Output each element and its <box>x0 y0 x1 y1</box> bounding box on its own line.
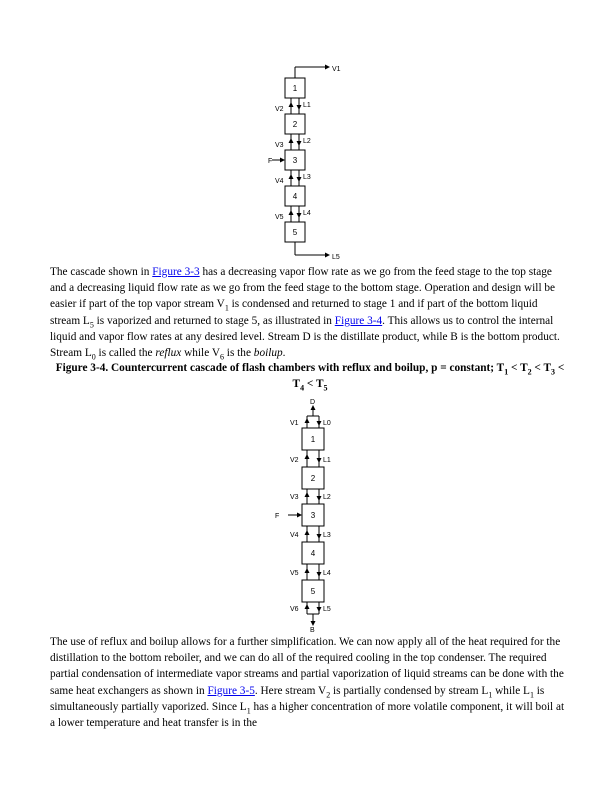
vapor-label: V3 <box>275 142 284 149</box>
stage-2 <box>302 467 324 489</box>
text-run: . This allows us to control the internal liquid and vapor flow rates at any desired level. Stream D is the distillate product, while B is the bottom product. Stream L <box>50 314 560 360</box>
stage-3 <box>302 504 324 526</box>
figure-3-4-diagram <box>272 396 362 632</box>
stage-4 <box>302 542 324 564</box>
vapor-label: V2 <box>290 457 299 464</box>
stage-5 <box>302 580 324 602</box>
liquid-label: L1 <box>323 457 331 464</box>
vapor-label: V4 <box>290 532 299 539</box>
text-run: < T <box>508 362 528 374</box>
distillate-label: D <box>310 399 316 406</box>
stage-label: 4 <box>310 549 316 558</box>
subscript: 5 <box>323 383 328 393</box>
stage-3 <box>285 150 305 170</box>
text-run: . Here stream V <box>254 684 327 697</box>
text-run: . <box>282 347 286 360</box>
liquid-label: L4 <box>323 570 331 577</box>
stage-label: 5 <box>310 587 316 596</box>
feed-label: F <box>275 513 280 520</box>
stage-label: 4 <box>292 192 298 201</box>
vapor-label: V5 <box>275 214 284 221</box>
figure-3-4-caption <box>50 360 570 392</box>
subscript: 5 <box>89 319 94 329</box>
vapor-label: V3 <box>290 494 299 501</box>
liquid-label: L3 <box>303 174 311 181</box>
bottoms-label: B <box>310 627 315 632</box>
stage-4 <box>285 186 305 206</box>
figure-3-4-link[interactable]: Figure 3-4 <box>334 314 383 327</box>
stage-label: 1 <box>292 84 298 93</box>
text-run: < T <box>292 362 565 390</box>
liquid-label: L3 <box>323 532 331 539</box>
text-run: while V <box>181 347 220 360</box>
stage-1 <box>302 428 324 450</box>
text-run: while L <box>492 684 530 697</box>
subscript: 1 <box>504 367 509 377</box>
subscript: 1 <box>529 689 534 699</box>
paragraph-1 <box>50 264 570 361</box>
stage-label: 1 <box>310 435 316 444</box>
liquid-label: L2 <box>303 138 311 145</box>
text-run: has a decreasing vapor flow rate as we go from the feed stage to the top stage and a decreasing liquid flow rate as we go from the feed stage to the bottom stage. Operation and design will be easier if part of the top vapor stream V <box>50 266 556 311</box>
liquid-label: L2 <box>323 494 331 501</box>
stage-label: 2 <box>310 474 316 483</box>
liquid-label: L1 <box>303 102 311 109</box>
liquid-label: L4 <box>303 210 311 217</box>
text-run: is condensed and returned to stage 1 and if part of the bottom liquid stream L <box>50 298 538 327</box>
text-run: < T <box>531 362 552 374</box>
subscript: 1 <box>246 706 251 716</box>
paragraph-2 <box>50 634 570 731</box>
stage-1 <box>285 78 305 98</box>
text-run: is called the <box>95 347 156 360</box>
text-run: has a higher concentration of more volatile component, it will boil at a lower temperature and heat transfer is in the <box>50 700 565 730</box>
vapor-label: V2 <box>275 106 284 113</box>
liquid-label: L5 <box>323 606 331 613</box>
text-run: The use of reflux and boilup allows for a further simplification. We can now apply all of the heat required for the distillation to the bottom reboiler, and we can do all of the required cooling in the top condenser. The required partial condensation of intermediate vapor streams and partial vaporization of liquid streams can be done with the same heat exchangers as shown in <box>50 636 564 697</box>
bottom-liquid-label: L5 <box>332 254 340 260</box>
emphasis: boilup <box>253 347 283 360</box>
subscript: 1 <box>224 303 229 313</box>
text-run: is vaporized and returned to stage 5, as illustrated in <box>93 314 335 327</box>
subscript: 2 <box>326 689 331 699</box>
subscript: 6 <box>219 352 224 362</box>
text-run: is simultaneously partially vaporized. Since L <box>50 684 545 713</box>
vapor-label: V5 <box>290 570 299 577</box>
top-vapor-label: V1 <box>332 66 341 73</box>
subscript: 0 <box>91 352 96 362</box>
text-run: is the <box>223 347 254 360</box>
vapor-label: V6 <box>290 606 299 613</box>
figure-3-3-link[interactable]: Figure 3-3 <box>152 266 200 278</box>
subscript: 1 <box>488 689 493 699</box>
stage-label: 3 <box>292 156 298 165</box>
text-run: < T <box>304 378 324 390</box>
subscript: 2 <box>527 367 532 377</box>
stage-2 <box>285 114 305 134</box>
vapor-label: V4 <box>275 178 284 185</box>
figure-3-3-diagram <box>268 60 358 260</box>
stage-label: 2 <box>292 120 298 129</box>
text-run: Figure 3-4. Countercurrent cascade of flash chambers with reflux and boilup, p = constant; T <box>55 362 505 374</box>
stage-5 <box>285 222 305 242</box>
liquid-label: L0 <box>323 420 331 427</box>
subscript: 3 <box>551 367 556 377</box>
figure-3-5-link[interactable]: Figure 3-5 <box>207 684 255 697</box>
stage-label: 5 <box>292 228 298 237</box>
text-run: The cascade shown in <box>50 266 153 278</box>
vapor-label: V1 <box>290 420 299 427</box>
subscript: 4 <box>300 383 305 393</box>
emphasis: reflux <box>155 347 182 360</box>
feed-label: F <box>268 158 273 165</box>
stage-label: 3 <box>310 511 316 520</box>
text-run: is partially condensed by stream L <box>330 684 489 697</box>
